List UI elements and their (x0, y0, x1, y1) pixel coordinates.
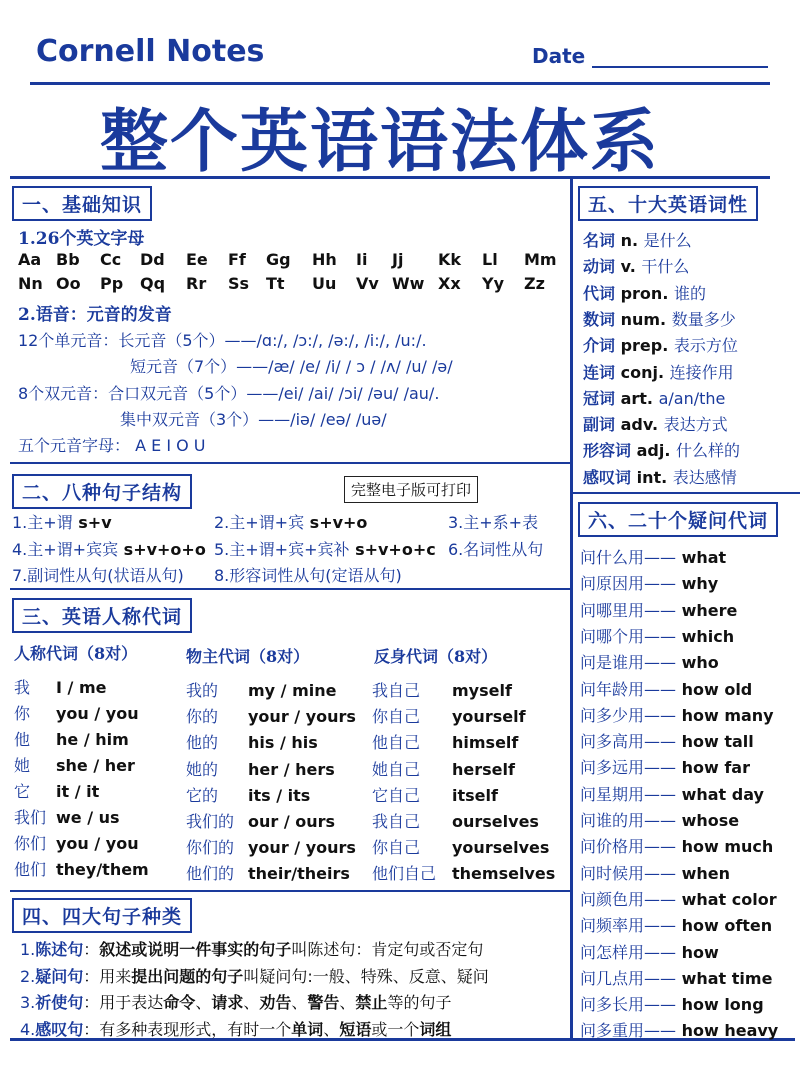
question-word-row (580, 940, 719, 963)
sentence-type-text: 或一个 (371, 1019, 420, 1039)
pronoun-english: yourselves (452, 838, 550, 858)
sentence-structure-item (12, 510, 112, 533)
pronoun-chinese: 你们 (14, 834, 47, 853)
question-word-row (580, 545, 726, 568)
structure-label: 2.主+谓+宾 (214, 513, 305, 532)
pos-description: a/an/the (658, 388, 726, 408)
pos-abbrev: art. (615, 388, 659, 408)
pos-chinese: 副词 (583, 415, 616, 435)
structure-formula: s+v (72, 513, 112, 532)
question-english: which (676, 626, 735, 646)
pronoun-english: herself (452, 759, 515, 779)
sentence-type-text: ：用来 (83, 966, 132, 986)
structure-formula: s+v+o (304, 513, 368, 532)
part-of-speech-row (583, 307, 736, 330)
structure-label: 5.主+谓+宾+宾补 (214, 540, 350, 559)
pronoun-english: we / us (56, 808, 120, 827)
pronoun-row (14, 831, 139, 854)
sentence-structure-item (448, 537, 543, 560)
part-of-speech-row (583, 228, 692, 251)
pronoun-row (186, 783, 310, 806)
sentence-type-number: 3. (20, 993, 36, 1012)
vowel-line: 五个元音字母： A E I O U (18, 436, 206, 455)
question-chinese: 问多重用—— (580, 1021, 677, 1041)
vowel-line: 12个单元音：长元音（5个）——/ɑ:/, /ɔ:/, /ə:/, /i:/, /u:/. (18, 331, 427, 350)
structure-label: 4.主+谓+宾宾 (12, 540, 119, 559)
sentence-type-number: 2. (20, 966, 36, 986)
question-chinese: 问时候用—— (580, 863, 677, 883)
sentence-type-name: 感叹句 (35, 1019, 84, 1039)
alphabet-letter-pair: Mm (524, 250, 557, 269)
pronoun-english: yourself (452, 707, 526, 727)
pos-description: 什么样的 (675, 441, 740, 461)
alphabet-letter-pair: Ii (356, 250, 368, 269)
question-word-row (580, 650, 719, 673)
alphabet-letter-pair: Pp (100, 274, 124, 293)
pronoun-chinese: 它自己 (372, 785, 421, 805)
sentence-type-text: ： (83, 940, 100, 959)
pronoun-chinese: 我 (14, 678, 31, 697)
question-word-row (580, 861, 730, 884)
date-line (592, 66, 768, 68)
pronoun-row (372, 730, 518, 753)
sentence-type-name: 祈使句 (35, 993, 84, 1012)
pronoun-row (186, 835, 356, 858)
pos-description: 表达感情 (672, 467, 737, 487)
pronoun-chinese: 你自己 (372, 707, 421, 727)
question-english: how often (676, 916, 773, 936)
pos-description: 表达方式 (663, 415, 728, 435)
pronoun-english: our / ours (248, 812, 336, 831)
pronoun-chinese: 你的 (186, 707, 219, 727)
notes-header-title: Cornell Notes (36, 34, 265, 69)
alphabet-letter-pair: Hh (312, 250, 337, 269)
sentence-type-text: 提出问题的句子 (131, 966, 244, 986)
pos-chinese: 动词 (583, 257, 616, 277)
alphabet-letter-pair: Ff (228, 250, 246, 269)
pronoun-chinese: 我们的 (186, 812, 235, 831)
alphabet-letter-pair: Ee (186, 250, 208, 269)
pronoun-row (372, 704, 526, 727)
alphabet-letter-pair: Xx (438, 274, 461, 293)
pos-abbrev: prep. (615, 336, 674, 356)
pos-description: 谁的 (673, 283, 706, 303)
section-sentence-types-title: 四、四大句子种类 (12, 898, 192, 933)
question-chinese: 问年龄用—— (580, 679, 677, 699)
question-english: how heavy (676, 1021, 779, 1041)
pronoun-chinese: 它 (14, 782, 31, 801)
pos-chinese: 连词 (583, 362, 616, 382)
sentence-structure-item (12, 537, 206, 560)
pronoun-chinese: 他们 (14, 860, 47, 879)
pos-abbrev: adv. (615, 415, 664, 435)
pronoun-english: it / it (56, 782, 100, 801)
structure-formula: s+v+o+o (118, 540, 206, 559)
pronoun-english: your / yours (248, 707, 356, 727)
pos-description: 连接作用 (669, 362, 734, 382)
sentence-type-text: 、 (195, 993, 212, 1012)
sentence-type-row (20, 990, 451, 1013)
sentence-type-row (20, 1017, 451, 1040)
alphabet-letter-pair: Nn (18, 274, 43, 293)
pronoun-row (372, 757, 515, 780)
pronoun-row (14, 727, 129, 750)
phonetics-subtitle: 2.语音：元音的发音 (18, 305, 172, 325)
sentence-structure-item (214, 510, 367, 533)
reflexive-pronoun-heading: 反身代词（8对） (374, 647, 498, 666)
sentence-type-text: 命令 (163, 993, 196, 1012)
pos-abbrev: int. (631, 467, 673, 487)
question-chinese: 问多少用—— (580, 705, 677, 725)
alphabet-letter-pair: Gg (266, 250, 291, 269)
alphabet-letter-pair: Uu (312, 274, 337, 293)
sentence-type-text: 等的句子 (387, 993, 452, 1012)
sentence-type-name: 陈述句 (35, 940, 84, 959)
question-english: when (676, 863, 730, 883)
personal-pronoun-heading: 人称代词（8对） (14, 644, 138, 663)
sentence-type-number: 4. (20, 1019, 36, 1039)
sentence-type-text: ：用于表达 (83, 993, 164, 1012)
pronoun-chinese: 我们 (14, 808, 47, 827)
question-english: what (676, 548, 727, 567)
pronoun-row (14, 753, 135, 776)
pronoun-chinese: 他自己 (372, 733, 421, 753)
structure-formula: s+v+o+c (349, 540, 436, 559)
printable-note: 完整电子版可打印 (344, 476, 478, 503)
structure-label: 6.名词性从句 (448, 540, 544, 559)
sentence-type-row (20, 964, 489, 987)
question-word-row (580, 913, 772, 936)
section-basics-title: 一、基础知识 (12, 186, 152, 221)
question-chinese: 问谁的用—— (580, 811, 677, 830)
alphabet-letter-pair: Ll (482, 250, 498, 269)
pronoun-chinese: 你们的 (186, 838, 235, 858)
pos-abbrev: num. (615, 309, 672, 329)
title-rule (10, 176, 770, 179)
question-word-row (580, 624, 734, 647)
pronoun-row (372, 678, 512, 701)
sentence-type-name: 疑问句 (35, 966, 84, 986)
question-english: how (676, 942, 719, 962)
sentence-type-number: 1. (20, 940, 36, 959)
pronoun-english: myself (452, 681, 512, 700)
part-of-speech-row (583, 465, 737, 488)
question-english: what day (676, 784, 764, 804)
pos-description: 干什么 (641, 257, 690, 277)
sentence-structure-item (214, 563, 402, 586)
pronoun-chinese: 我的 (186, 681, 219, 700)
sentence-type-text: 短语 (339, 1019, 372, 1039)
question-word-row (580, 571, 718, 594)
pronoun-chinese: 我自己 (372, 681, 421, 700)
pronoun-english: her / hers (248, 759, 335, 779)
question-chinese: 问多远用—— (580, 758, 677, 778)
pronoun-chinese: 她的 (186, 759, 219, 779)
alphabet-letter-pair: Aa (18, 250, 42, 269)
question-word-row (580, 703, 774, 726)
pronoun-row (186, 704, 356, 727)
question-chinese: 问多长用—— (580, 995, 677, 1015)
alphabet-letter-pair: Jj (392, 250, 404, 269)
question-english: how far (676, 758, 750, 778)
pronoun-english: your / yours (248, 838, 356, 858)
structure-label: 7.副词性从句(状语从句) (12, 566, 184, 585)
sentence-structure-item (12, 563, 184, 586)
question-chinese: 问什么用—— (580, 548, 677, 567)
question-chinese: 问颜色用—— (580, 889, 677, 909)
pronoun-english: you / you (56, 704, 139, 723)
pos-chinese: 数词 (583, 309, 616, 329)
sentence-type-text: 、 (243, 993, 260, 1012)
pronoun-chinese: 我自己 (372, 812, 421, 831)
question-chinese: 问怎样用—— (580, 942, 677, 962)
alphabet-letter-pair: Ww (392, 274, 425, 293)
section-sentence-structure-title: 二、八种句子结构 (12, 474, 192, 509)
pronoun-english: their/theirs (248, 864, 350, 884)
pos-chinese: 介词 (583, 336, 616, 356)
pronoun-english: itself (452, 785, 498, 805)
alphabet-letter-pair: Oo (56, 274, 81, 293)
sentence-type-text: 、 (291, 993, 308, 1012)
pronoun-row (186, 730, 318, 753)
question-chinese: 问星期用—— (580, 784, 677, 804)
question-word-row (580, 755, 750, 778)
question-word-row (580, 887, 777, 910)
part-of-speech-row (583, 386, 725, 409)
pronoun-row (186, 861, 350, 884)
question-english: whose (676, 811, 740, 830)
header-rule (30, 82, 770, 85)
pos-chinese: 名词 (583, 231, 616, 250)
question-chinese: 问哪里用—— (580, 600, 677, 620)
sentence-type-text: 叫陈述句：肯定句或否定句 (291, 940, 484, 959)
question-chinese: 问哪个用—— (580, 626, 677, 646)
pos-description: 数量多少 (671, 309, 736, 329)
question-word-row (580, 966, 772, 989)
pos-abbrev: conj. (615, 362, 670, 382)
pronoun-chinese: 她 (14, 756, 31, 775)
question-english: how old (676, 679, 753, 699)
pronoun-english: I / me (56, 678, 107, 697)
pronoun-english: you / you (56, 834, 139, 853)
pronoun-english: my / mine (248, 681, 337, 700)
structure-label: 3.主+系+表 (448, 513, 539, 532)
alphabet-letter-pair: Cc (100, 250, 122, 269)
question-chinese: 问原因用—— (580, 574, 677, 594)
question-chinese: 问多高用—— (580, 732, 677, 752)
sentence-type-text: 劝告 (259, 993, 292, 1012)
alphabet-letter-pair: Ss (228, 274, 250, 293)
date-label: Date (532, 44, 586, 68)
sentence-type-text: ：有多种表现形式，有时一个 (83, 1019, 292, 1039)
section-pronouns-title: 三、英语人称代词 (12, 598, 192, 633)
pronoun-english: its / its (248, 785, 311, 805)
question-english: where (676, 600, 738, 620)
column-divider (570, 178, 573, 1038)
pronoun-row (372, 783, 498, 806)
question-chinese: 问几点用—— (580, 968, 677, 988)
part-of-speech-row (583, 281, 706, 304)
divider-sec2-sec3 (10, 588, 570, 590)
sentence-type-text: 禁止 (355, 993, 388, 1012)
sentence-structure-item (214, 537, 436, 560)
question-english: what time (676, 968, 773, 988)
part-of-speech-row (583, 412, 728, 435)
pronoun-chinese: 他们自己 (372, 864, 437, 884)
pos-abbrev: pron. (615, 283, 674, 303)
question-word-row (580, 729, 754, 752)
pronoun-row (186, 678, 336, 701)
pronoun-chinese: 你 (14, 704, 31, 723)
question-english: who (676, 653, 719, 673)
question-word-row (580, 834, 773, 857)
question-word-row (580, 782, 764, 805)
alphabet-letter-pair: Tt (266, 274, 285, 293)
divider-sec5-sec6 (572, 492, 800, 494)
question-english: how long (676, 995, 764, 1015)
alphabet-letter-pair: Dd (140, 250, 165, 269)
question-chinese: 问价格用—— (580, 837, 677, 857)
part-of-speech-row (583, 254, 689, 277)
pronoun-chinese: 你自己 (372, 838, 421, 858)
pos-chinese: 感叹词 (583, 467, 632, 487)
question-english: what color (676, 889, 777, 909)
question-english: how many (676, 705, 774, 725)
pronoun-english: ourselves (452, 812, 539, 831)
pronoun-chinese: 她自己 (372, 759, 421, 779)
sentence-type-text: 叫疑问句:一般、特殊、反意、疑问 (243, 966, 489, 986)
pos-abbrev: n. (615, 231, 644, 250)
structure-label: 8.形容词性从句(定语从句) (214, 566, 402, 585)
pos-chinese: 形容词 (583, 441, 632, 461)
alphabet-letter-pair: Yy (482, 274, 505, 293)
possessive-pronoun-heading: 物主代词（8对） (186, 647, 310, 666)
alphabet-letter-pair: Bb (56, 250, 80, 269)
divider-sec1-sec2 (10, 462, 570, 464)
vowel-line: 集中双元音（3个）——/iə/ /eə/ /uə/ (120, 410, 387, 429)
pos-chinese: 代词 (583, 283, 616, 303)
pronoun-english: he / him (56, 730, 129, 749)
sentence-type-text: 警告 (307, 993, 340, 1012)
pronoun-english: she / her (56, 756, 135, 775)
pronoun-row (372, 835, 549, 858)
page-title: 整个英语语法体系 (99, 102, 660, 182)
part-of-speech-row (583, 438, 740, 461)
vowel-line: 短元音（7个）——/æ/ /e/ /i/ / ɔ / /ʌ/ /u/ /ə/ (130, 357, 453, 376)
sentence-structure-item (448, 510, 538, 533)
question-word-row (580, 808, 739, 831)
pos-abbrev: v. (615, 257, 642, 277)
alphabet-letter-pair: Qq (140, 274, 166, 293)
question-word-row (580, 677, 752, 700)
pronoun-chinese: 他 (14, 730, 31, 749)
sentence-type-text: 单词 (291, 1019, 324, 1039)
pronoun-row (14, 675, 106, 698)
question-word-row (580, 1018, 778, 1041)
question-english: how much (676, 837, 774, 857)
part-of-speech-row (583, 333, 738, 356)
structure-label: 1.主+谓 (12, 513, 73, 532)
sentence-type-text: 、 (323, 1019, 340, 1039)
sentence-type-text: 请求 (211, 993, 244, 1012)
pronoun-chinese: 他的 (186, 733, 219, 753)
alphabet-subtitle: 1.26个英文字母 (18, 229, 145, 249)
sentence-type-text: 叙述或说明一件事实的句子 (99, 940, 292, 959)
divider-sec3-sec4 (10, 890, 570, 892)
pronoun-english: himself (452, 733, 519, 753)
alphabet-letter-pair: Rr (186, 274, 207, 293)
question-word-row (580, 598, 737, 621)
pos-description: 表示方位 (673, 336, 738, 356)
question-chinese: 问频率用—— (580, 916, 677, 936)
pos-chinese: 冠词 (583, 388, 616, 408)
pronoun-row (14, 857, 149, 880)
pronoun-english: his / his (248, 733, 318, 753)
question-english: why (676, 574, 719, 594)
section-question-words-title: 六、二十个疑问代词 (578, 502, 778, 537)
pronoun-row (372, 861, 555, 884)
question-chinese: 问是谁用—— (580, 653, 677, 673)
pronoun-row (372, 809, 539, 832)
section-parts-of-speech-title: 五、十大英语词性 (578, 186, 758, 221)
alphabet-letter-pair: Vv (356, 274, 379, 293)
sentence-type-row (20, 937, 483, 960)
pronoun-row (14, 805, 120, 828)
question-word-row (580, 992, 764, 1015)
part-of-speech-row (583, 360, 734, 383)
sentence-type-text: 、 (339, 993, 356, 1012)
vowel-line: 8个双元音：合口双元音（5个）——/ei/ /ai/ /ɔi/ /əu/ /au/. (18, 384, 440, 403)
alphabet-letter-pair: Zz (524, 274, 545, 293)
pos-abbrev: adj. (631, 441, 676, 461)
pronoun-row (14, 701, 139, 724)
pronoun-chinese: 他们的 (186, 864, 235, 884)
pronoun-english: themselves (452, 864, 556, 884)
question-english: how tall (676, 732, 754, 752)
alphabet-letter-pair: Kk (438, 250, 462, 269)
sentence-type-text: 词组 (419, 1019, 452, 1039)
pronoun-chinese: 它的 (186, 785, 219, 805)
pronoun-row (186, 809, 335, 832)
pos-description: 是什么 (643, 231, 692, 250)
pronoun-row (14, 779, 99, 802)
pronoun-row (186, 757, 335, 780)
pronoun-english: they/them (56, 860, 149, 879)
